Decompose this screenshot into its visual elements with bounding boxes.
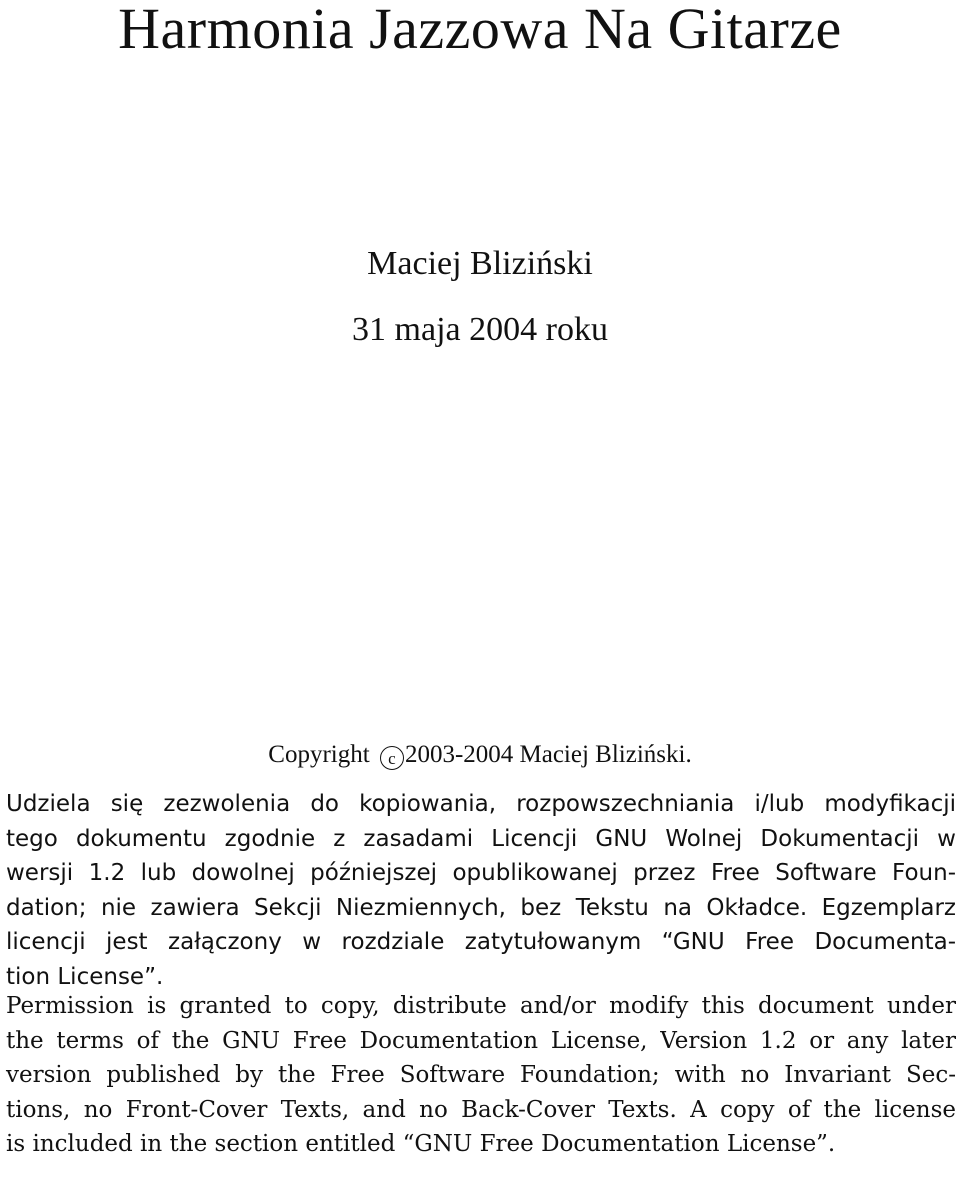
author-name: Maciej Bliziński: [367, 245, 593, 282]
copyright-notice: [0, 737, 960, 773]
license-en-line: tions, no Front-Cover Texts, and no Back-Cover Texts. A copy of the license: [6, 1096, 956, 1123]
license-en-line: version published by the Free Software Foundation; with no Invariant Sec-: [6, 1062, 956, 1088]
license-pl-line: tion License”.: [6, 963, 164, 990]
copyright-suffix: 2003-2004 Maciej Bliziński.: [404, 741, 692, 768]
license-paragraph-english: [6, 989, 956, 1162]
license-paragraph-polish: [6, 787, 956, 994]
license-pl-line: dation; nie zawiera Sekcji Niezmiennych, bez Tekstu na Okładce. Egzemplarz: [6, 894, 956, 921]
license-pl-line: wersji 1.2 lub dowolnej późniejszej opublikowanej przez Free Software Foun-: [6, 860, 956, 886]
copyright-prefix: Copyright: [268, 741, 370, 768]
license-pl-line: licencji jest załączony w rozdziale zatytułowanym “GNU Free Documenta-: [6, 929, 956, 955]
document-title: Harmonia Jazzowa Na Gitarze: [118, 0, 842, 61]
license-pl-line: tego dokumentu zgodnie z zasadami Licencji GNU Wolnej Dokumentacji w: [6, 825, 956, 852]
document-date: 31 maja 2004 roku: [352, 311, 608, 348]
license-en-line: Permission is granted to copy, distribute and/or modify this document under: [6, 993, 956, 1019]
license-en-line: the terms of the GNU Free Documentation License, Version 1.2 or any later: [6, 1027, 956, 1054]
license-en-line: is included in the section entitled “GNU Free Documentation License”.: [6, 1131, 836, 1157]
license-pl-line: Udziela się zezwolenia do kopiowania, rozpowszechniania i/lub modyfikacji: [6, 791, 956, 817]
copyright-symbol-icon: c: [380, 746, 404, 770]
